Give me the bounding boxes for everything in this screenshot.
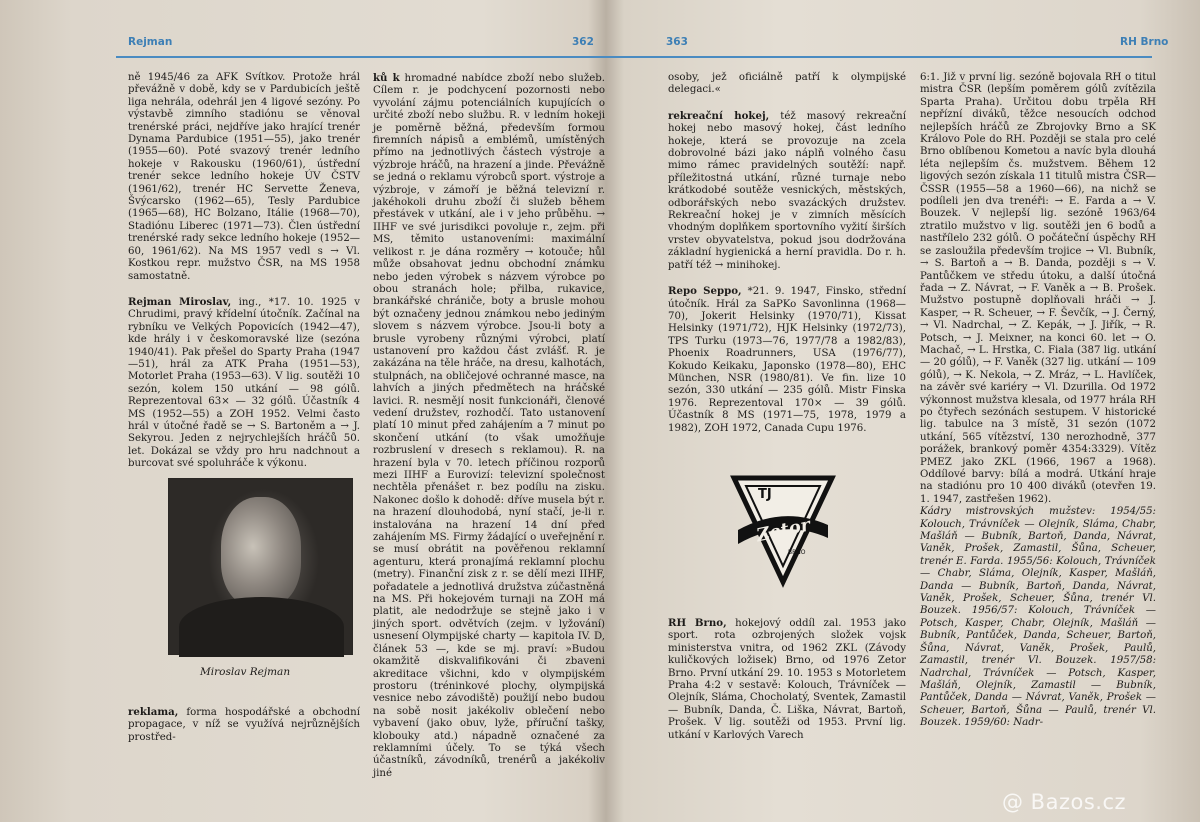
entry-reklama bbox=[128, 706, 360, 744]
tj-zetor-brno-logo bbox=[728, 470, 838, 590]
left-page-column-2 bbox=[373, 72, 605, 780]
entry-body: ing., *17. 10. 1925 v Chrudimi, pravý křídelní útočník. Začínal na rybníku ve Velkých Popovicích (1942—47), kde hrály i v českomoravské lize (sezóna 1940/41). Pak přešel do Sparty Praha (1947—51), hrál za ATK Praha (1951—53), Motorlet Praha (1953—63). V lig. soutěži 10 sezón, kolem 150 utkání — 98 gólů. Reprezentoval 63× — 32 gólů. Účastník 4 MS (1952—55) a ZOH 1952. Velmi často hrál v útočné řadě se → S. Bartoněm a → J. Sekyrou. Jeden z nejrychlejších hráčů 50. let. Dokázal se vždy pro hru nadchnout a burcovat své spoluhráče k výkonu. bbox=[128, 296, 360, 470]
logo-brno-text: BRNO bbox=[788, 549, 806, 556]
page-number-right: 363 bbox=[666, 36, 688, 48]
rejman-continued-text: ně 1945/46 za AFK Svítkov. Protože hrál převážně v době, kdy se v Pardubicích ještě liga nehrála, odehrál jen 4 ligové sezóny. Po výstavbě zimního stadiónu se věnoval trenérské práci, nejdříve jako hrající trenér Dynama Pardubice (1951—55), jako trenér (1955—60). Poté svazový trenér ledního hokeje v Rakousku (1960/61), ústřední trenér sekce ledního hokeje ÚV ČSTV (1961/62), trenér HC Servette Ženeva, Švýcarsko (1962—65), Tesly Pardubice (1965—68), HC Bolzano, Itálie (1968—70), Stadiónu Liberec (1971—73). Člen ústřední trenérské rady sekce ledního hokeje (1952—60, 1961/62). Na MS 1957 vedl s → Vl. Kostkou repr. mužstvo ČSR, na MS 1958 samostatně. bbox=[128, 72, 360, 282]
entry-body: též masový rekreační hokej nebo masový hokej, část ledního hokeje, která se provozuje na zcela dobrovolné bázi jako náplň volného času mimo rámec pravidelných soutěží: např. příležitostná utkání, různé turnaje nebo krátkodobé soutěže vesnických, městských, odborářských nebo svazáckých družstev. Rekreační hokej je v zimních měsících vhodným doplňkem sportovního vyžití širších vrstev obyvatelstva, pokud jsou dodržována základní hygienická a herní pravidla. Do r. h. patří též → minihokej. bbox=[668, 110, 906, 271]
entry-headword: Rejman Miroslav, bbox=[128, 295, 232, 308]
entry-rejman-miroslav bbox=[128, 296, 360, 471]
entry-headword: reklama, bbox=[128, 706, 179, 718]
entry-headword: rekreační hokej, bbox=[668, 109, 770, 122]
reklama-continued-bold: ků k bbox=[373, 72, 400, 84]
reklama-continued-text: hromadné nabídce zboží nebo služeb. Cílem r. je podchycení pozornosti nebo vyvolání zájmu potenciálních kupujících o určité zboží nebo službu. R. v ledním hokeji je poměrně běžná, především formou firemních nápisů a emblémů, umístěných přímo na jednotlivých částech výstroje a výzbroje hráčů, na hrazení a jinde. Převážně se jedná o reklamu výrobců sport. výstroje a výzbroje, v zámoří je běžná televizní r. jakéhokoli druhu zboží či služeb během přestávek v utkání, ale i v jeho průběhu. → IIHF ve své jurisdikci povoluje r., zejm. při MS, těmito ustanoveními: maximální velikost r. je dána rozměry → kotouče; hůl může obsahovat jednu obchodní známku nebo jeden výrobek s názvem výrobce po obou stranách hole; přilba, rukavice, brankářské chrániče, boty a brusle mohou být označeny jednou známkou nebo jediným slovem s názvem výrobce. Jsou-li boty a brusle vyrobeny různými výrobci, platí ustanovení pro každou část zvlášť. R. je zakázána na těle hráče, na dresu, kalhotách, stulpnách, na obličejové ochranné masce, na lahvích a jiných předmětech na hráčské lavici. R. nesmějí nosit funkcionáři, členové vedení družstev, rozhodčí. Tato ustanovení platí 10 minut před zahájením a 7 minut po skončení utkání (to však umožňuje rozbruslení v dresech s reklamou). R. na hrazení byla v 70. letech příčinou rozporů mezi IIHF a Eurovizí: televizní společnost nechtěla přenášet r. bez podílu na zisku. Nakonec došlo k dohodě: dříve musela být r. na hrazení dlouhodobá, nyní stačí, je-li r. instalována na hrazení 14 dní před zahájením MS. Firmy žádající o uveřejnění r. se musí obrátit na pověřenou reklamní agenturu, která pronajímá reklamní plochu (metry). Finanční zisk z r. se dělí mezi IIHF, pořadatele a jednotlivá družstva zúčastněná na MS. Při hokejovém turnaji na ZOH má platit, ale nedodržuje se stejně jako i v jiných sport. odvětvích (zejm. v lyžování) usnesení Olympijské charty — kapitola IV. D, článek 53 —, kde se mj. praví: »Budou okamžitě diskvalifikováni či zbaveni akreditace všichni, kdo v olympijském prostoru (tréninkové plochy, olympijská vesnice nebo závodiště) použijí nebo budou na sobě nosit jakékoliv oblečení nebo vybavení (jako obuv, lyže, příruční tašky, klobouky atd.) nápadně označené za reklamními účely. To se týká všech účastníků, závodníků, trenérů a jakékoliv jiné bbox=[373, 73, 605, 779]
entry-body: *21. 9. 1947, Finsko, střední útočník. Hrál za SaPKo Savonlinna (1968—70), Jokerit Helsinky (1970/71), Kissat Helsinky (1971/72), HJK Helsinky (1972/73), TPS Turku (1973—76, 1977/78 a 1982/83), Phoenix Roadrunners, USA (1976/77), Kokudo Keikaku, Japonsko (1978—80), EHC München, NSR (1980/81). Ve fin. lize 10 sezón, 330 utkání — 235 gólů. Mistr Finska 1976. Reprezentoval 170× — 39 gólů. Účastník 8 MS (1971—75, 1978, 1979 a 1982), ZOH 1972, Canada Cupu 1976. bbox=[668, 286, 906, 434]
entry-rekreacni-hokej bbox=[668, 110, 906, 272]
logo-zetor-text: Zetor bbox=[754, 514, 813, 547]
entry-repo-seppo bbox=[668, 285, 906, 435]
running-head-left: Rejman bbox=[128, 36, 173, 48]
portrait-shoulders bbox=[179, 597, 344, 657]
championship-rosters: Kádry mistrovských mužstev: 1954/55: Kolouch, Trávníček — Olejník, Sláma, Chabr, Mašláň — Bubník, Bartoň, Danda, Návrat, Vaněk, Prošek, Zamastil, Šůna, Scheuer, trenér E. Farda. 1955/56: Kolouch, Trávníček — Chabr, Sláma, Olejník, Kasper, Mašláň, Danda — Bubník, Bartoň, Danda, Návrat, Vaněk, Prošek, Scheuer, Šůna, trenér Vl. Bouzek. 1956/57: Kolouch, Trávníček — Potsch, Kasper, Chabr, Olejník, Mašláň — Bubník, Pantůček, Danda, Scheuer, Bartoň, Šůna, Návrat, Vaněk, Prošek, Paulů, Zamastil, trenér Vl. Bouzek. 1957/58: Nadrchal, Trávníček — Potsch, Kasper, Mašláň, Olejník, Zamastil — Bubník, Pantůček, Danda — Návrat, Vaněk, Prošek — Scheuer, Bartoň, Šůna — Paulů, trenér Vl. Bouzek. 1959/60: Nadr- bbox=[920, 506, 1156, 729]
logo-tj-text: TJ bbox=[758, 487, 772, 502]
entry-headword: Repo Seppo, bbox=[668, 285, 742, 298]
entry-headword: RH Brno, bbox=[668, 617, 727, 629]
header-rule-left bbox=[116, 56, 612, 58]
left-page-column-1 bbox=[128, 72, 360, 471]
entry-rh-brno bbox=[668, 617, 906, 742]
header-rule-right bbox=[612, 56, 1152, 58]
site-watermark: @ Bazos.cz bbox=[1002, 790, 1127, 814]
right-page-column-1 bbox=[668, 72, 906, 435]
portrait-face bbox=[221, 497, 301, 607]
right-page bbox=[612, 0, 1200, 822]
entry-body: forma hospodářské a obchodní propagace, v níž se využívá nejrůznějších prostřed- bbox=[128, 707, 360, 743]
right-page-column-2 bbox=[920, 72, 1156, 730]
reklama-end-text: osoby, jež oficiálně patří k olympijské delegaci.« bbox=[668, 72, 906, 96]
portrait-photo bbox=[168, 478, 353, 655]
photo-caption: Miroslav Rejman bbox=[200, 666, 291, 678]
running-head-right: RH Brno bbox=[1120, 36, 1169, 48]
rh-brno-continued-text: 6:1. Již v první lig. sezóně bojovala RH o titul mistra ČSR (lepším poměrem gólů zvítězila Sparta Praha). Určitou dobu trpěla RH nepřízní diváků, těžce nesoucích odchod nejlepších hráčů ze Zbrojovky Brno a SK Královo Pole do RH. Později se stala pro celé Brno oblíbenou Kometou a navíc byla dlouhá léta nejlepším čs. mužstvem. Během 12 ligových sezón získala 11 titulů mistra ČSR—ČSSR (1955—58 a 1960—66), na nichž se podíleli jen dva trenéři: → E. Farda a → V. Bouzek. V nejlepší lig. sezóně 1963/64 ztratilo mužstvo v lig. soutěži jen 6 bodů a nastřílelo 232 gólů. O počáteční úspěchy RH se zasloužila především trojice → Vl. Bubník, → S. Bartoň a → B. Danda, později s → V. Pantůčkem ve středu útoku, a další útočná řada → Z. Návrat, → F. Vaněk a → B. Prošek. Mužstvo postupně doplňovali hráči → J. Kasper, → R. Scheuer, → F. Ševčík, → J. Černý, → Vl. Nadrchal, → Z. Kepák, → J. Jiřík, → R. Potsch, → J. Meixner, na konci 60. let → O. Machač, → L. Hrstka, C. Fiala (387 lig. utkání — 20 gólů), → F. Vaněk (327 lig. utkání — 109 gólů), → K. Nekola, → Z. Mráz, → L. Havlíček, na závěr své kariéry → Vl. Dzurilla. Od 1972 výkonnost mužstva klesala, od 1977 hrála RH po čtyřech sezónách sestupem. V historické lig. tabulce na 3 místě, 31 sezón (1072 utkání, 565 vítězství, 130 nerozhodně, 377 porážek, brankový poměr 4354:3329). Vítěz PMEZ jako ZKL (1966, 1967 a 1968). Oddílové barvy: bílá a modrá. Utkání hraje na stadiónu pro 10 400 diváků (otevřen 19. 1. 1947, zastřešen 1962). bbox=[920, 72, 1156, 505]
page-number-left: 362 bbox=[572, 36, 594, 48]
entry-body: hokejový oddíl zal. 1953 jako sport. rota ozbrojených složek vojsk ministerstva vnitra, od 1962 ZKL (Závody kuličkových ložisek) Brno, od 1976 Zetor Brno. První utkání 29. 10. 1953 s Motorletem Praha 4:2 v sestavě: Kolouch, Trávníček — Olejník, Sláma, Chocholatý, Sventek, Zamastil — Bubník, Danda, Č. Liška, Návrat, Bartoň, Prošek. V lig. soutěži od 1953. První lig. utkání v Karlových Varech bbox=[668, 618, 906, 741]
